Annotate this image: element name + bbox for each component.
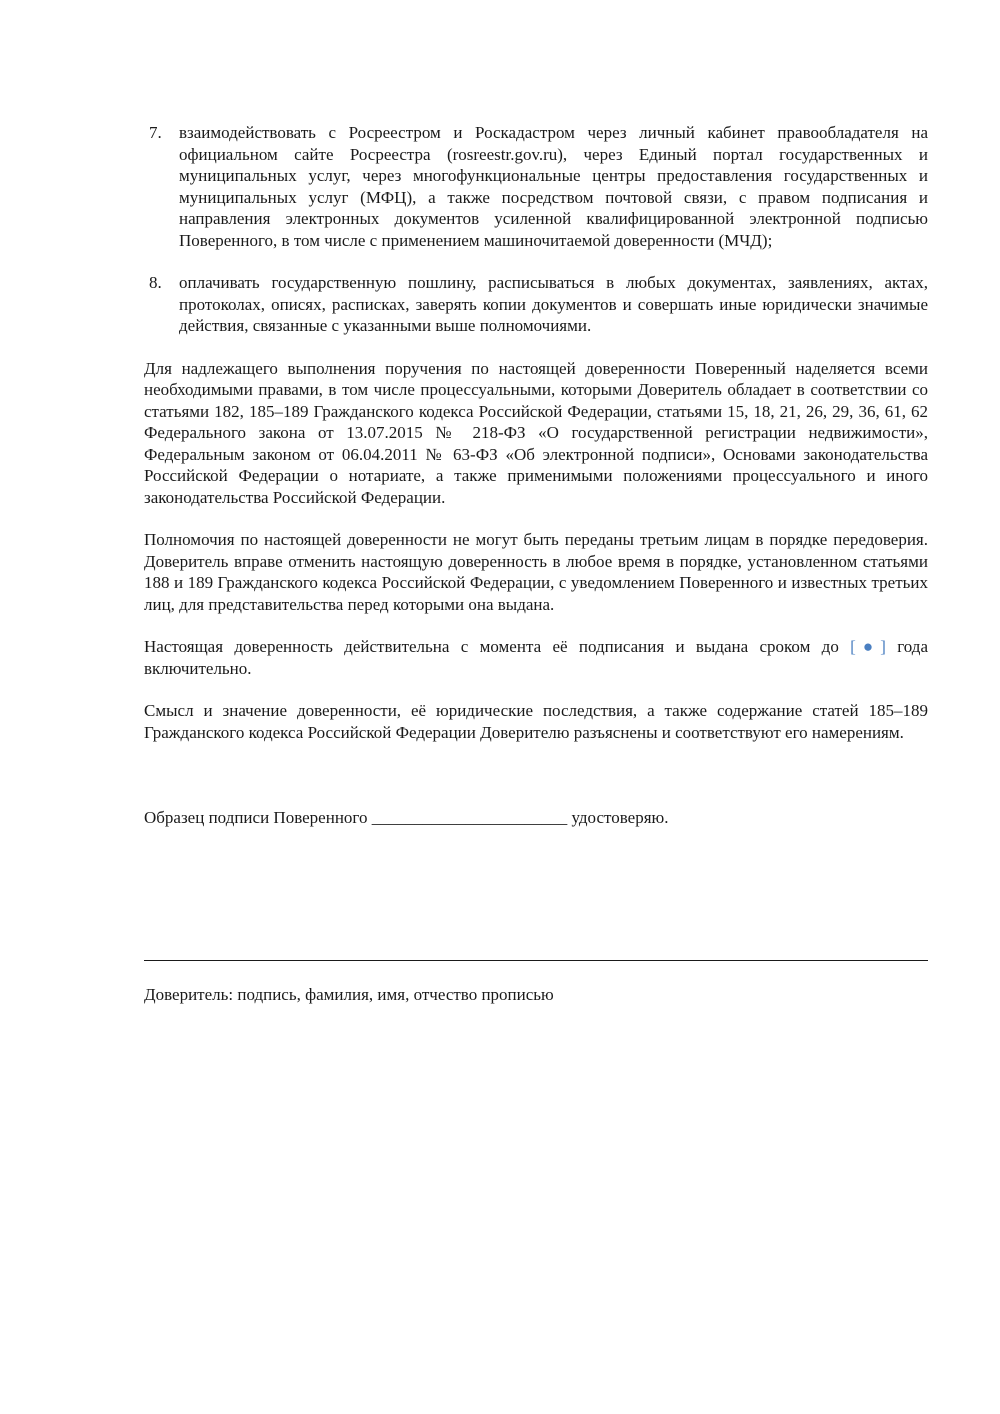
list-item-text: взаимодействовать с Росреестром и Роскадастром через личный кабинет правообладателя на официальном сайте Росреестра (rosreestr.gov.ru), через Единый портал государственных и муниципальных услуг, через многофункциональные центры предоставления государственных и муниципальных услуг (МФЦ), а также посредством почтовой связи, с правом подписания и направления электронных документов усиленной квалифицированной электронной подписью Поверенного, в том числе с применением машиночитаемой доверенности (МЧД); — [179, 123, 928, 250]
signature-caption: Доверитель: подпись, фамилия, имя, отчество прописью — [144, 985, 554, 1004]
list-item — [144, 272, 928, 337]
list-item-number: 7. — [149, 123, 162, 142]
signature-sample-line — [144, 807, 928, 829]
validity-date-placeholder: [●] — [850, 637, 886, 656]
explained-paragraph: Смысл и значение доверенности, её юридические последствия, а также содержание статей 185–189 Гражданского кодекса Российской Федерации Доверителю разъяснены и соответствуют его намерениям. — [144, 701, 928, 742]
list-item-text: оплачивать государственную пошлину, расписываться в любых документах, заявлениях, актах, протоколах, описях, расписках, заверять копии документов и совершать иные юридически значимые действия, связанные с указанными выше полномочиями. — [179, 273, 928, 335]
list-item — [144, 122, 928, 251]
signature-sample-blank: _______________________ — [371, 808, 568, 827]
powers-paragraph: Для надлежащего выполнения поручения по настоящей доверенности Поверенный наделяется всеми необходимыми правами, в том числе процессуальными, которыми Доверитель обладает в соответствии со статьями 182, 185–189 Гражданского кодекса Российской Федерации, статьями 15, 18, 21, 26, 29, 36, 61, 62 Федерального закона от 13.07.2015 № 218-ФЗ «О государственной регистрации недвижимости», Федеральным законом от 06.04.2011 № 63-ФЗ «Об электронной подписи», Основами законодательства Российской Федерации о нотариате, а также применимыми положениями процессуального и иного законодательства Российской Федерации. — [144, 358, 928, 507]
signature-sample-suffix: удостоверяю. — [571, 808, 669, 827]
substitution-paragraph: Полномочия по настоящей доверенности не могут быть переданы третьим лицам в порядке передоверия. Доверитель вправе отменить настоящую доверенность в любое время в порядке, установленном статьями 188 и 189 Гражданского кодекса Российской Федерации, с уведомлением Поверенного и известных третьих лиц, для представительства перед которыми она выдана. — [144, 530, 928, 614]
validity-paragraph — [144, 636, 928, 679]
validity-text-after: года включительно. — [144, 637, 928, 678]
signature-line — [144, 960, 928, 961]
document-body — [144, 122, 928, 829]
signature-sample-label: Образец подписи Поверенного — [144, 808, 368, 827]
list-item-number: 8. — [149, 273, 162, 292]
validity-text-before: Настоящая доверенность действительна с момента её подписания и выдана сроком до — [144, 637, 851, 656]
